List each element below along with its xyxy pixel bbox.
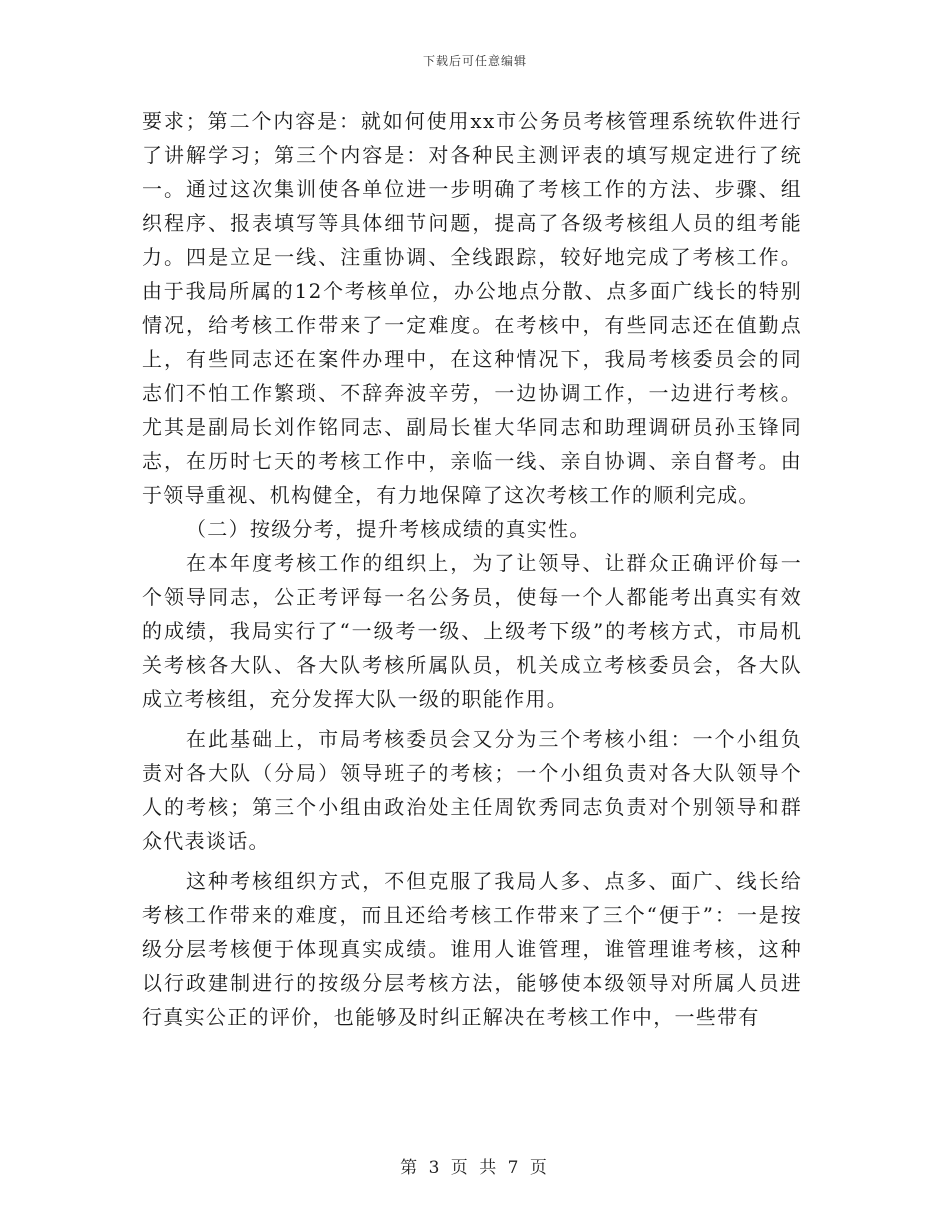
paragraph-continued: 要求；第二个内容是：就如何使用xx市公务员考核管理系统软件进行了讲解学习；第三个内容是：对各种民主测评表的填写规定进行了统一。通过这次集训使各单位进一步明确了考核工作的方法、步骤、组织程序、报表填写等具体细节问题，提高了各级考核组人员的组考能力。四是立足一线、注重协调、全线跟踪，较好地完成了考核工作。由于我局所属的12个考核单位，办公地点分散、点多面广线长的特别情况，给考核工作带来了一定难度。在考核中，有些同志还在值勤点上，有些同志还在案件办理中，在这种情况下，我局考核委员会的同志们不怕工作繁琐、不辞奔波辛劳，一边协调工作，一边进行考核。尤其是副局长刘作铭同志、副局长崔大华同志和助理调研员孙玉锋同志，在历时七天的考核工作中，亲临一线、亲自协调、亲自督考。由于领导重视、机构健全，有力地保障了这次考核工作的顺利完成。 xyxy=(142,109,802,507)
section-heading: （二）按级分考，提升考核成绩的真实性。 xyxy=(186,517,591,541)
paragraph: 在此基础上，市局考核委员会又分为三个考核小组：一个小组负责对各大队（分局）领导班子的考核；一个小组负责对各大队领导个人的考核；第三个小组由政治处主任周钦秀同志负责对个别领导和群众代表谈话。 xyxy=(142,727,802,853)
page-header: 下载后可任意编辑 xyxy=(422,54,527,68)
page-number-footer: 第 3 页 共 7 页 xyxy=(400,1158,550,1178)
paragraph: 在本年度考核工作的组织上，为了让领导、让群众正确评价每一个领导同志，公正考评每一名公务员，使每一个人都能考出真实有效的成绩，我局实行了“一级考一级、上级考下级”的考核方式，市局机关考核各大队、各大队考核所属队员，机关成立考核委员会，各大队成立考核组，充分发挥大队一级的职能作用。 xyxy=(142,551,802,711)
paragraph: 这种考核组织方式，不但克服了我局人多、点多、面广、线长给考核工作带来的难度，而且还给考核工作带来了三个“便于”：一是按级分层考核便于体现真实成绩。谁用人谁管理，谁管理谁考核，这种以行政建制进行的按级分层考核方法，能够使本级领导对所属人员进行真实公正的评价，也能够及时纠正解决在考核工作中，一些带有 xyxy=(142,869,802,1029)
document-body xyxy=(142,104,802,1034)
